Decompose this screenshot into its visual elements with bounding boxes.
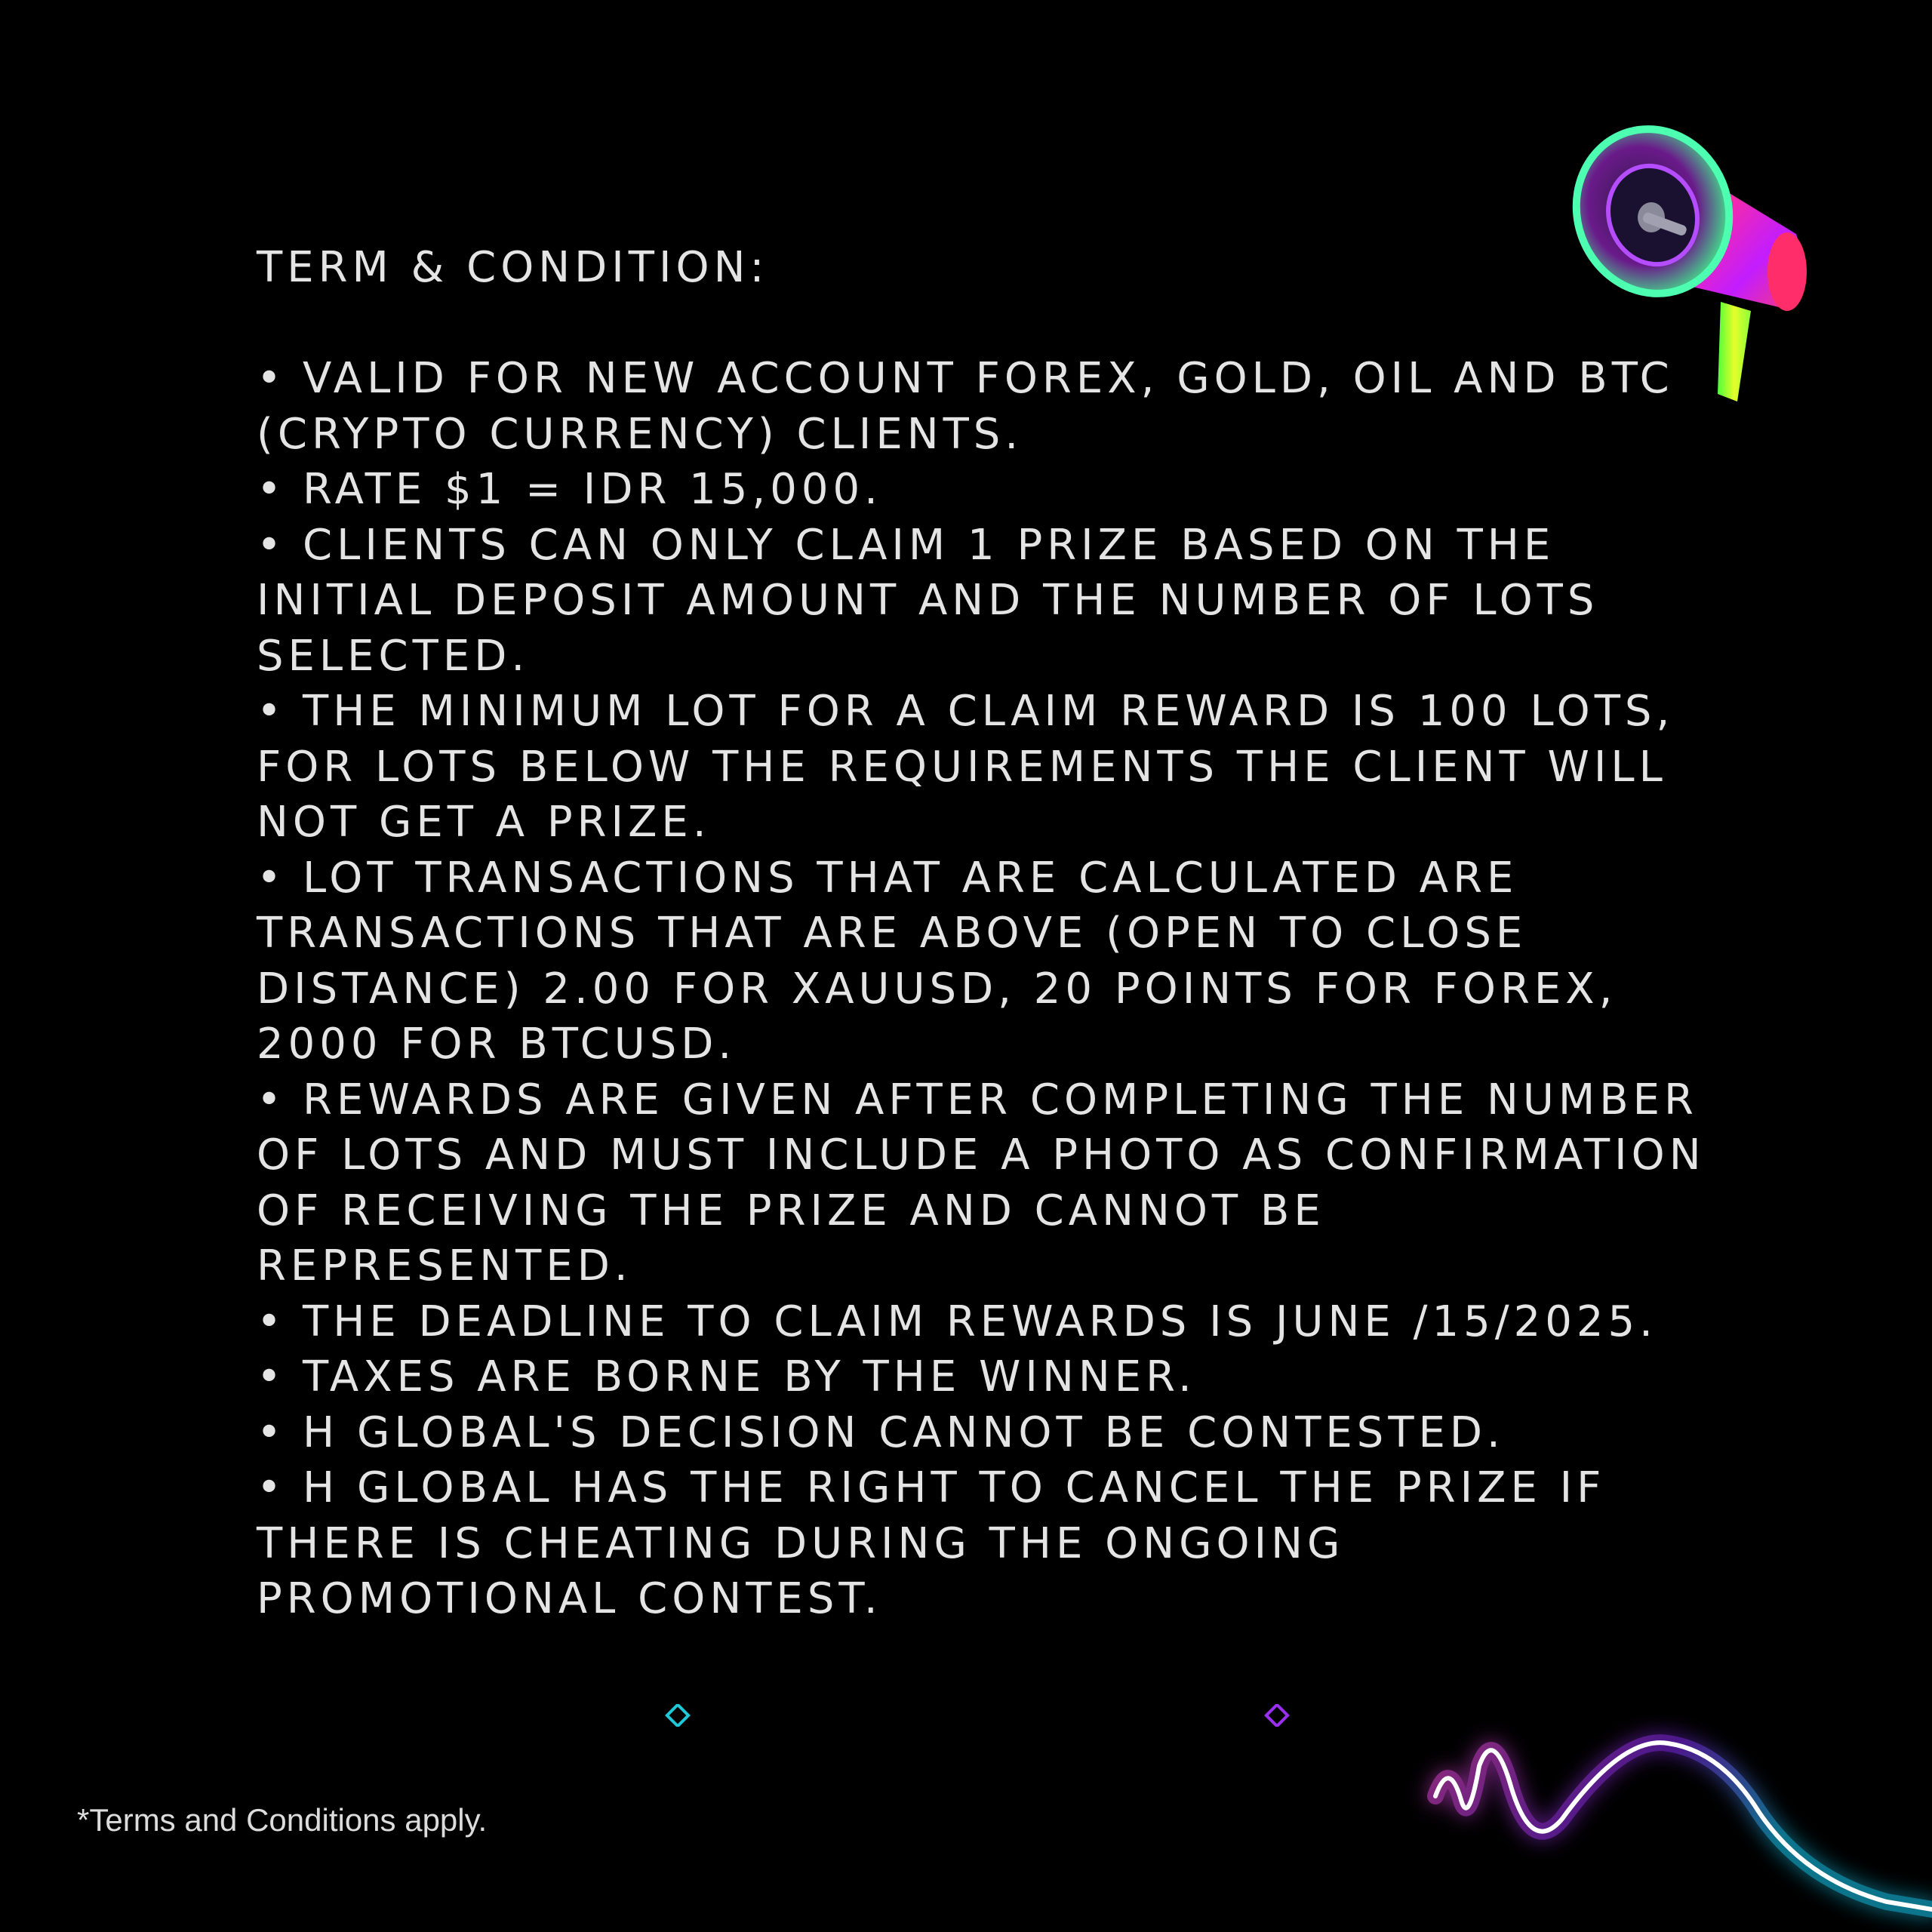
terms-item-text: H GLOBAL HAS THE RIGHT TO CANCEL THE PRIZE IF THERE IS CHEATING DURING THE ONGOING PROMOTIONAL CONTEST. (257, 1463, 1606, 1623)
divider-line (664, 1704, 1291, 1727)
terms-item-text: THE MINIMUM LOT FOR A CLAIM REWARD IS 100 LOTS, FOR LOTS BELOW THE REQUIREMENTS THE CLIENT WILL NOT GET A PRIZE. (257, 687, 1675, 847)
terms-item-text: RATE $1 = IDR 15,000. (303, 465, 882, 514)
terms-item (257, 1072, 1706, 1294)
bullet: • (257, 1075, 287, 1124)
neon-wave (1404, 1706, 1932, 1932)
terms-item (257, 1460, 1706, 1627)
bullet: • (257, 853, 287, 903)
bullet: • (257, 1407, 287, 1457)
bullet: • (257, 687, 287, 736)
terms-item (257, 1405, 1706, 1461)
terms-item (257, 462, 1706, 518)
terms-item-text: VALID FOR NEW ACCOUNT FOREX, GOLD, OIL AND BTC (CRYPTO CURRENCY) CLIENTS. (257, 354, 1674, 459)
terms-item-text: THE DEADLINE TO CLAIM REWARDS IS JUNE /15/2025. (303, 1297, 1657, 1346)
bullet: • (257, 1463, 287, 1512)
terms-list (257, 351, 1706, 1627)
terms-item (257, 1294, 1706, 1350)
megaphone-icon (1570, 106, 1826, 423)
terms-item (257, 351, 1706, 462)
terms-item-text: H GLOBAL'S DECISION CANNOT BE CONTESTED. (303, 1407, 1505, 1457)
bullet: • (257, 465, 287, 514)
bullet: • (257, 520, 287, 570)
terms-item-text: TAXES ARE BORNE BY THE WINNER. (303, 1352, 1196, 1401)
bullet: • (257, 1352, 287, 1401)
terms-title: TERM & CONDITION: (257, 243, 769, 292)
terms-item-text: REWARDS ARE GIVEN AFTER COMPLETING THE NUMBER OF LOTS AND MUST INCLUDE A PHOTO AS CONFIRMATION OF RECEIVING THE PRIZE AND CANNOT BE REPRESENTED. (257, 1075, 1706, 1291)
terms-item (257, 851, 1706, 1072)
bullet: • (257, 354, 287, 403)
footnote: *Terms and Conditions apply. (77, 1802, 488, 1838)
terms-item-text: CLIENTS CAN ONLY CLAIM 1 PRIZE BASED ON THE INITIAL DEPOSIT AMOUNT AND THE NUMBER OF LOTS SELECTED. (257, 520, 1599, 681)
terms-item (257, 1349, 1706, 1405)
terms-item (257, 684, 1706, 851)
terms-section (257, 240, 1706, 1627)
terms-item-text: LOT TRANSACTIONS THAT ARE CALCULATED ARE TRANSACTIONS THAT ARE ABOVE (OPEN TO CLOSE DISTANCE) 2.00 FOR XAUUSD, 20 POINTS FOR FOREX, 2000 FOR BTCUSD. (257, 853, 1617, 1069)
bullet: • (257, 1297, 287, 1346)
terms-item (257, 518, 1706, 685)
